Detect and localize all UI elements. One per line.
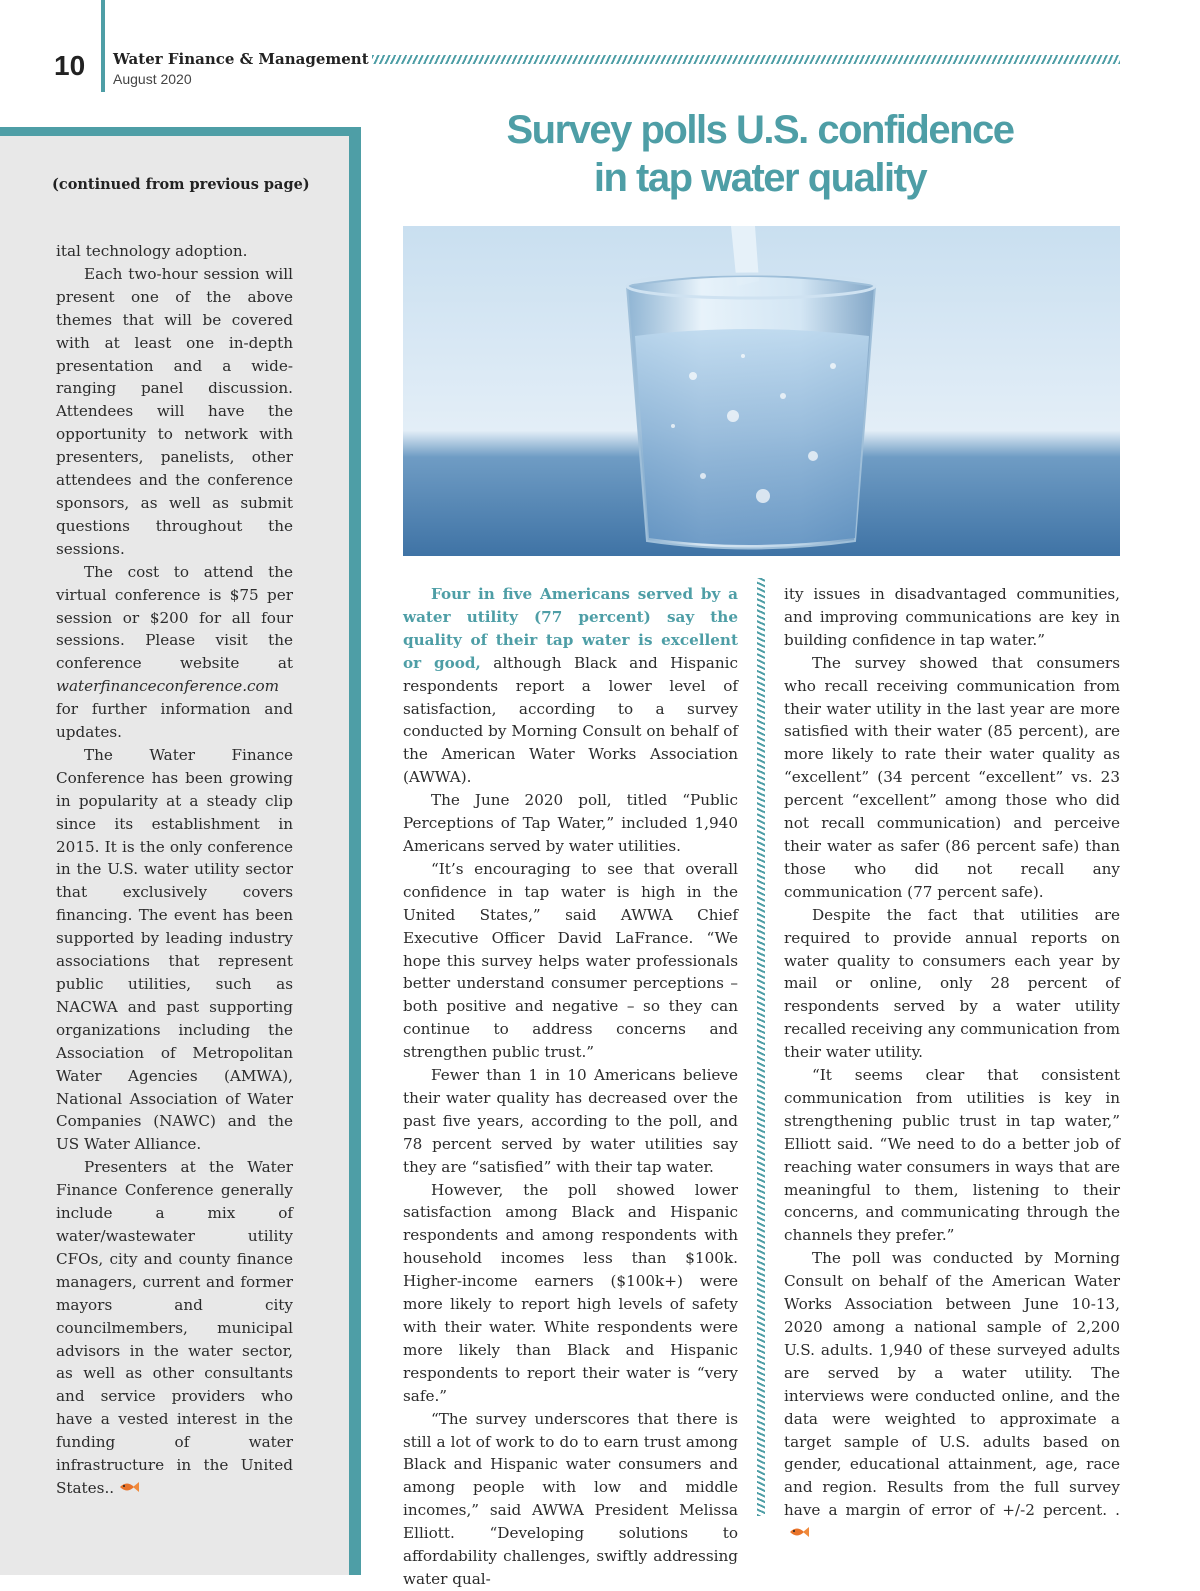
sidebar-text-run: The cost to attend the virtual conference is $75 per session or $200 for all four sessions. Please visit the conference website at: [56, 562, 293, 673]
issue-date: August 2020: [113, 71, 192, 87]
header-stripe: [372, 55, 1120, 64]
lead-paragraph: [403, 583, 738, 789]
article-paragraph: ity issues in disadvantaged communities, and improving communications are key in building confidence in tap water.”: [784, 585, 1120, 649]
article-paragraph: The June 2020 poll, titled “Public Perceptions of Tap Water,” included 1,940 Americans served by water utilities.: [403, 791, 738, 855]
article-text-run: The poll was conducted by Morning Consult on behalf of the American Water Works Association between June 10-13, 2020 among a national sample of 2,200 U.S. adults. 1,940 of these surveyed adults are served by a water utility. The interviews were conducted online, and the data were weighted to approximate a target sample of U.S. adults based on gender, educational attainment, age, race and region. Results from the full survey have a margin of error of +/-2 percent. .: [784, 1249, 1120, 1520]
article-paragraph: [784, 1247, 1120, 1545]
fish-icon: [118, 1479, 140, 1495]
sidebar-paragraph: The Water Finance Conference has been growing in popularity at a steady clip since its establishment in 2015. It is the only conference in the U.S. water utility sector that exclusively covers financing. The event has been supported by leading industry associations that represent public utilities, such as NACWA and past supporting organizations including the Association of Metropolitan Water Agencies (AMWA), National Association of Water Companies (NAWC) and the US Water Alliance.: [56, 745, 293, 1154]
article-paragraph: The survey showed that consumers who recall receiving communication from their water utility in the last year are more satisfied with their water (85 percent), are more likely to rate their water quality as “excellent” (34 percent “excellent” vs. 23 percent “excellent” among those who did not recall communication) and perceive their water as safer (86 percent safe) than those who did not recall any communication (77 percent safe).: [784, 653, 1120, 901]
water-glass-illustration: [403, 226, 1120, 556]
publication-title: Water Finance & Management: [113, 50, 369, 68]
lead-rest: although Black and Hispanic respondents report a lower level of satisfaction, according to a survey conducted by Morning Consult on behalf of the American Water Works Association (AWWA).: [403, 653, 738, 787]
article-paragraph: “The survey underscores that there is still a lot of work to do to earn trust among Black and Hispanic water consumers and among people with low and middle incomes,” said AWWA President Melissa Elliott. “Developing solutions to affordability challenges, swiftly addressing water qual-: [403, 1409, 738, 1588]
fish-icon: [788, 1524, 810, 1540]
sidebar-paragraph: [56, 1156, 293, 1500]
header-rule: [101, 0, 105, 92]
lead-highlight: Four in five Americans served by a water utility (77 percent) say the quality of their tap water is excellent or good,: [403, 585, 738, 672]
sidebar-paragraph: [56, 561, 293, 744]
continued-note: (continued from previous page): [52, 176, 310, 193]
conference-website-link[interactable]: waterfinanceconference.com: [56, 677, 280, 696]
sidebar-paragraph: ital technology adoption.: [56, 242, 248, 260]
sidebar-right-border: [349, 127, 361, 1575]
sidebar-text-run: Presenters at the Water Finance Conference generally include a mix of water/wastewater utility CFOs, city and county finance managers, current and former mayors and city councilmembers, municipal advisors in the water sector, as well as other consultants and service providers who have a vested interest in the funding of water infrastructure in the United States..: [56, 1158, 293, 1497]
sidebar-top-border: [0, 127, 361, 136]
sidebar-text: [56, 240, 293, 1500]
article-column-left: [403, 583, 738, 1591]
sidebar-text-run: for further information and updates.: [56, 700, 293, 742]
article-paragraph: However, the poll showed lower satisfaction among Black and Hispanic respondents and among respondents with household incomes less than $100k. Higher-income earners ($100k+) were more likely to report high levels of safety with their water. White respondents were more likely than Black and Hispanic respondents to report their water is “very safe.”: [403, 1180, 738, 1405]
page-number: 10: [54, 50, 86, 81]
article-paragraph: Despite the fact that utilities are required to provide annual reports on water quality to consumers each year by mail or online, only 28 percent of respondents served by a water utility recalled receiving any communication from their water utility.: [784, 905, 1120, 1062]
article-paragraph: “It’s encouraging to see that overall confidence in tap water is high in the United States,” said AWWA Chief Executive Officer David LaFrance. “We hope this survey helps water professionals better understand consumer perceptions – both positive and negative – so they can continue to address concerns and strengthen public trust.”: [403, 859, 738, 1062]
article-paragraph: “It seems clear that consistent communication from utilities is key in strengthening public trust in tap water,” Elliott said. “We need to do a better job of reaching water consumers in ways that are meaningful to them, listening to their concerns, and communicating through the channels they prefer.”: [784, 1066, 1120, 1245]
sidebar-paragraph: Each two-hour session will present one of the above themes that will be covered with at least one in-depth presentation and a wide-ranging panel discussion. Attendees will have the opportunity to network with presenters, panelists, other attendees and the conference sponsors, as well as submit questions throughout the sessions.: [56, 264, 293, 558]
article-column-right: [784, 583, 1120, 1545]
water-glass-photo: [403, 226, 1120, 556]
article-paragraph: Fewer than 1 in 10 Americans believe their water quality has decreased over the past five years, according to the poll, and 78 percent served by water utilities say they are “satisfied” with their tap water.: [403, 1066, 738, 1176]
column-divider: [757, 578, 765, 1516]
article-headline: Survey polls U.S. confidence in tap water quality: [506, 108, 1014, 200]
